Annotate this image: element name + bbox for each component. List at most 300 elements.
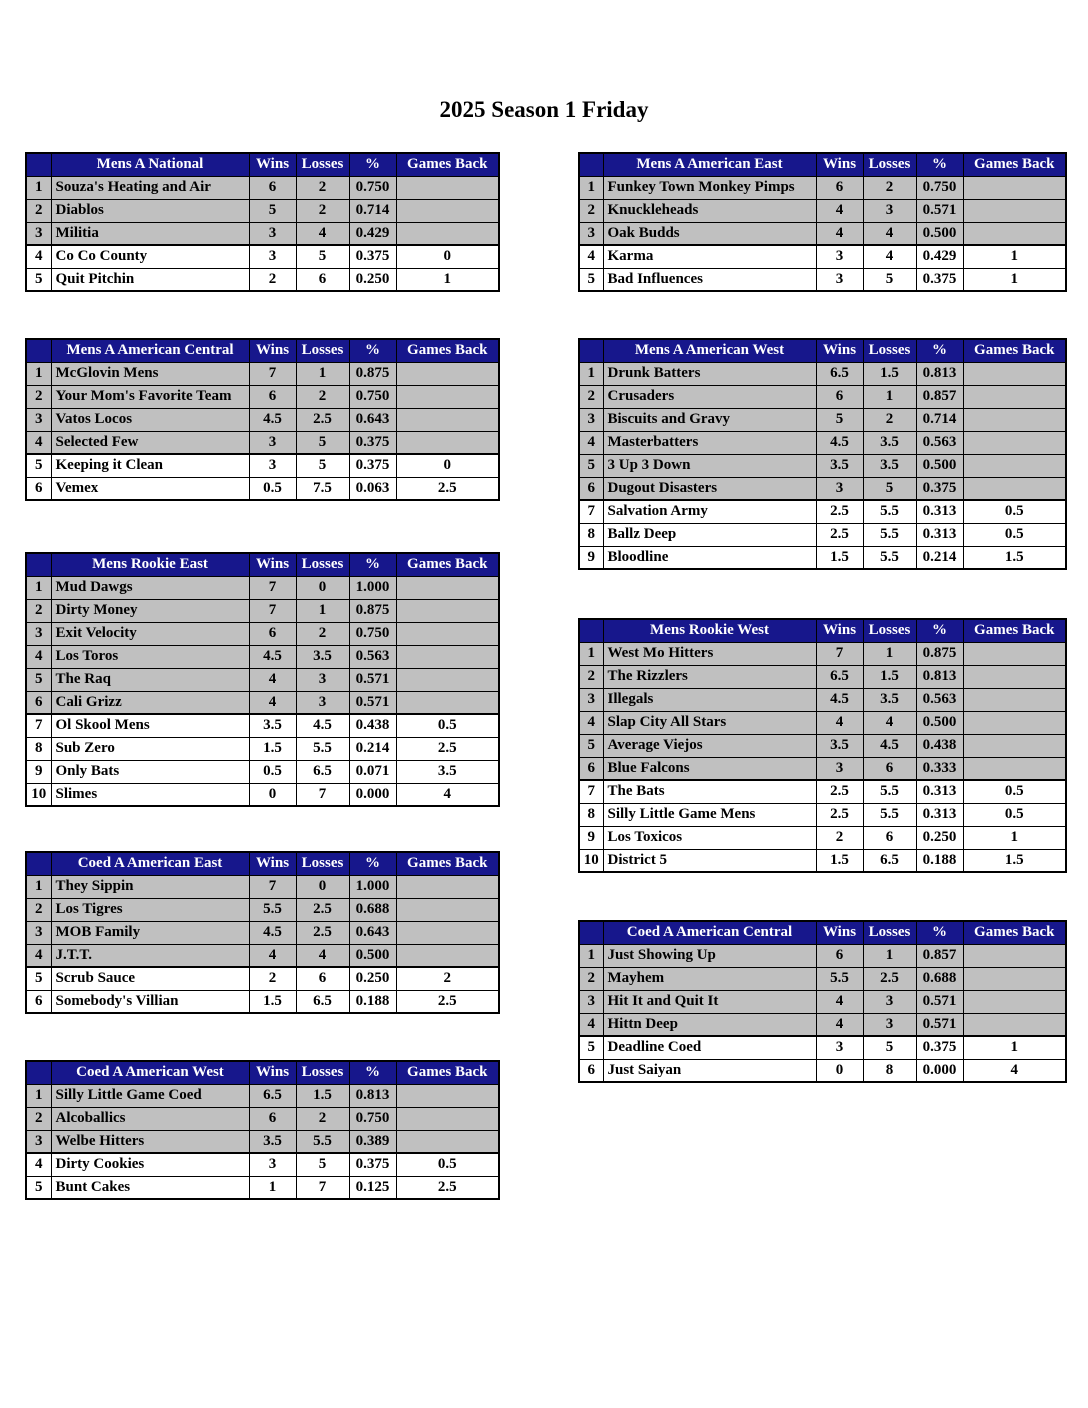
pct-cell: 0.250	[349, 268, 396, 291]
rank-cell: 1	[579, 944, 603, 967]
pct-cell: 0.750	[349, 1107, 396, 1130]
wins-cell: 1.5	[816, 546, 863, 569]
team-cell: Hittn Deep	[603, 1013, 816, 1036]
team-cell: J.T.T.	[51, 944, 249, 967]
team-cell: Your Mom's Favorite Team	[51, 385, 249, 408]
division-header: Mens A American East	[603, 153, 816, 176]
column-header-wins: Wins	[816, 921, 863, 944]
games-back-cell	[963, 757, 1066, 780]
pct-cell: 0.000	[916, 1059, 963, 1082]
pct-cell: 0.188	[349, 990, 396, 1013]
pct-cell: 0.429	[916, 245, 963, 268]
standings-row	[26, 737, 499, 760]
wins-cell: 6.5	[816, 362, 863, 385]
rank-cell: 9	[26, 760, 51, 783]
standings-row	[579, 199, 1066, 222]
wins-cell: 0.5	[249, 477, 296, 500]
games-back-cell: 4	[396, 783, 499, 806]
team-cell: Los Toros	[51, 645, 249, 668]
games-back-cell	[963, 477, 1066, 500]
header-row	[26, 1061, 499, 1084]
pct-cell: 0.500	[916, 222, 963, 245]
games-back-cell	[963, 222, 1066, 245]
pct-cell: 0.643	[349, 921, 396, 944]
losses-cell: 7	[296, 1176, 349, 1199]
team-cell: Diablos	[51, 199, 249, 222]
team-cell: Karma	[603, 245, 816, 268]
team-cell: Exit Velocity	[51, 622, 249, 645]
rank-cell: 4	[26, 645, 51, 668]
column-header-pct: %	[916, 153, 963, 176]
standings-row	[26, 599, 499, 622]
team-cell: 3 Up 3 Down	[603, 454, 816, 477]
division-header: Mens A American Central	[51, 339, 249, 362]
games-back-cell: 1	[963, 268, 1066, 291]
team-cell: Knuckleheads	[603, 199, 816, 222]
losses-cell: 5.5	[863, 523, 916, 546]
pct-cell: 0.438	[349, 714, 396, 737]
pct-cell: 0.438	[916, 734, 963, 757]
wins-cell: 4	[816, 990, 863, 1013]
standings-row	[26, 691, 499, 714]
column-header-pct: %	[349, 553, 396, 576]
losses-cell: 4.5	[863, 734, 916, 757]
games-back-cell	[963, 665, 1066, 688]
rank-header	[26, 153, 51, 176]
column-header-wins: Wins	[816, 153, 863, 176]
losses-cell: 5.5	[296, 1130, 349, 1153]
rank-cell: 10	[579, 849, 603, 872]
pct-cell: 0.571	[916, 990, 963, 1013]
standings-row	[579, 176, 1066, 199]
losses-cell: 5	[296, 1153, 349, 1176]
team-cell: Ballz Deep	[603, 523, 816, 546]
games-back-cell	[396, 875, 499, 898]
pct-cell: 0.813	[349, 1084, 396, 1107]
pct-cell: 0.375	[349, 1153, 396, 1176]
rank-cell: 1	[26, 362, 51, 385]
wins-cell: 6.5	[816, 665, 863, 688]
wins-cell: 6	[816, 944, 863, 967]
team-cell: Biscuits and Gravy	[603, 408, 816, 431]
rank-cell: 5	[579, 268, 603, 291]
team-cell: Illegals	[603, 688, 816, 711]
standings-row	[26, 944, 499, 967]
standings-table-coed-a-american-central	[578, 920, 1067, 1083]
games-back-cell	[396, 576, 499, 599]
losses-cell: 5	[296, 454, 349, 477]
rank-cell: 5	[26, 454, 51, 477]
standings-row	[26, 245, 499, 268]
rank-cell: 4	[26, 431, 51, 454]
standings-row	[26, 1084, 499, 1107]
column-header-wins: Wins	[249, 1061, 296, 1084]
rank-cell: 4	[579, 245, 603, 268]
pct-cell: 0.571	[916, 199, 963, 222]
losses-cell: 6.5	[296, 990, 349, 1013]
losses-cell: 1	[863, 944, 916, 967]
rank-cell: 5	[26, 967, 51, 990]
standings-row	[26, 1176, 499, 1199]
team-cell: Welbe Hitters	[51, 1130, 249, 1153]
pct-cell: 0.750	[349, 176, 396, 199]
division-header: Coed A American West	[51, 1061, 249, 1084]
pct-cell: 0.214	[349, 737, 396, 760]
games-back-cell: 0.5	[963, 523, 1066, 546]
games-back-cell: 0.5	[396, 714, 499, 737]
wins-cell: 0.5	[249, 760, 296, 783]
column-header-games-back: Games Back	[396, 1061, 499, 1084]
rank-cell: 2	[579, 199, 603, 222]
games-back-cell	[396, 898, 499, 921]
column-header-wins: Wins	[249, 339, 296, 362]
header-row	[579, 153, 1066, 176]
losses-cell: 1.5	[863, 665, 916, 688]
standings-row	[26, 898, 499, 921]
losses-cell: 2.5	[296, 408, 349, 431]
team-cell: Only Bats	[51, 760, 249, 783]
standings-row	[26, 431, 499, 454]
team-cell: Dugout Disasters	[603, 477, 816, 500]
games-back-cell: 2.5	[396, 737, 499, 760]
rank-cell: 2	[26, 898, 51, 921]
games-back-cell	[396, 199, 499, 222]
pct-cell: 0.375	[349, 454, 396, 477]
team-cell: Average Viejos	[603, 734, 816, 757]
losses-cell: 1	[863, 642, 916, 665]
team-cell: Ol Skool Mens	[51, 714, 249, 737]
pct-cell: 0.313	[916, 803, 963, 826]
standings-row	[579, 1059, 1066, 1082]
standings-row	[579, 780, 1066, 803]
column-header-games-back: Games Back	[396, 852, 499, 875]
pct-cell: 0.571	[349, 668, 396, 691]
division-header: Mens A American West	[603, 339, 816, 362]
wins-cell: 4	[816, 1013, 863, 1036]
column-header-losses: Losses	[296, 1061, 349, 1084]
losses-cell: 3.5	[863, 431, 916, 454]
rank-cell: 6	[26, 990, 51, 1013]
losses-cell: 2.5	[863, 967, 916, 990]
pct-cell: 0.375	[349, 431, 396, 454]
team-cell: Bloodline	[603, 546, 816, 569]
pct-cell: 0.063	[349, 477, 396, 500]
header-row	[26, 153, 499, 176]
wins-cell: 6.5	[249, 1084, 296, 1107]
standings-row	[579, 642, 1066, 665]
games-back-cell: 4	[963, 1059, 1066, 1082]
losses-cell: 2	[296, 199, 349, 222]
header-row	[26, 852, 499, 875]
wins-cell: 1.5	[249, 737, 296, 760]
standings-row	[26, 967, 499, 990]
rank-cell: 1	[26, 875, 51, 898]
games-back-cell: 2.5	[396, 990, 499, 1013]
pct-cell: 0.750	[349, 622, 396, 645]
wins-cell: 1.5	[249, 990, 296, 1013]
pct-cell: 0.071	[349, 760, 396, 783]
pct-cell: 0.563	[349, 645, 396, 668]
rank-cell: 5	[26, 1176, 51, 1199]
standings-row	[579, 362, 1066, 385]
standings-row	[26, 576, 499, 599]
standings-row	[26, 622, 499, 645]
team-cell: Just Saiyan	[603, 1059, 816, 1082]
rank-cell: 4	[579, 711, 603, 734]
standings-table-coed-a-american-east	[25, 851, 500, 1014]
rank-cell: 1	[26, 576, 51, 599]
rank-cell: 4	[26, 1153, 51, 1176]
losses-cell: 5	[296, 431, 349, 454]
wins-cell: 3	[249, 1153, 296, 1176]
rank-cell: 10	[26, 783, 51, 806]
games-back-cell	[963, 944, 1066, 967]
pct-cell: 0.000	[349, 783, 396, 806]
games-back-cell: 1	[963, 245, 1066, 268]
games-back-cell	[963, 1013, 1066, 1036]
wins-cell: 3.5	[249, 1130, 296, 1153]
rank-cell: 2	[26, 385, 51, 408]
rank-header	[579, 339, 603, 362]
team-cell: Alcoballics	[51, 1107, 249, 1130]
games-back-cell: 2	[396, 967, 499, 990]
column-header-losses: Losses	[863, 339, 916, 362]
wins-cell: 2.5	[816, 523, 863, 546]
pct-cell: 0.375	[916, 477, 963, 500]
wins-cell: 4.5	[249, 921, 296, 944]
losses-cell: 6	[296, 967, 349, 990]
rank-header	[579, 153, 603, 176]
column-header-pct: %	[916, 921, 963, 944]
games-back-cell	[963, 431, 1066, 454]
pct-cell: 0.750	[916, 176, 963, 199]
wins-cell: 4	[816, 711, 863, 734]
column-header-games-back: Games Back	[963, 153, 1066, 176]
division-header: Mens Rookie East	[51, 553, 249, 576]
games-back-cell	[963, 642, 1066, 665]
games-back-cell	[963, 711, 1066, 734]
wins-cell: 0	[816, 1059, 863, 1082]
team-cell: Vatos Locos	[51, 408, 249, 431]
rank-cell: 6	[579, 757, 603, 780]
games-back-cell	[396, 431, 499, 454]
wins-cell: 5	[249, 199, 296, 222]
losses-cell: 5.5	[863, 780, 916, 803]
wins-cell: 7	[249, 576, 296, 599]
column-header-losses: Losses	[296, 852, 349, 875]
column-header-losses: Losses	[296, 553, 349, 576]
column-header-pct: %	[916, 619, 963, 642]
standings-row	[26, 921, 499, 944]
rank-cell: 4	[26, 245, 51, 268]
team-cell: Mud Dawgs	[51, 576, 249, 599]
losses-cell: 2	[296, 385, 349, 408]
standings-row	[26, 760, 499, 783]
losses-cell: 8	[863, 1059, 916, 1082]
losses-cell: 2	[296, 622, 349, 645]
wins-cell: 2.5	[816, 803, 863, 826]
standings-row	[579, 523, 1066, 546]
team-cell: Sub Zero	[51, 737, 249, 760]
losses-cell: 1	[296, 599, 349, 622]
games-back-cell: 1	[396, 268, 499, 291]
standings-row	[26, 385, 499, 408]
losses-cell: 2.5	[296, 921, 349, 944]
wins-cell: 2	[249, 967, 296, 990]
wins-cell: 6	[249, 176, 296, 199]
column-header-wins: Wins	[816, 339, 863, 362]
pct-cell: 0.500	[916, 454, 963, 477]
team-cell: Silly Little Game Mens	[603, 803, 816, 826]
rank-cell: 3	[26, 1130, 51, 1153]
pct-cell: 0.875	[349, 599, 396, 622]
games-back-cell	[396, 1084, 499, 1107]
wins-cell: 6	[816, 385, 863, 408]
losses-cell: 6	[863, 757, 916, 780]
pct-cell: 0.813	[916, 362, 963, 385]
games-back-cell: 2.5	[396, 477, 499, 500]
column-header-losses: Losses	[296, 339, 349, 362]
rank-cell: 2	[26, 199, 51, 222]
column-header-losses: Losses	[863, 619, 916, 642]
team-cell: Mayhem	[603, 967, 816, 990]
pct-cell: 0.857	[916, 944, 963, 967]
wins-cell: 7	[249, 362, 296, 385]
games-back-cell	[396, 1130, 499, 1153]
column-header-pct: %	[349, 339, 396, 362]
standings-row	[579, 711, 1066, 734]
rank-cell: 8	[579, 803, 603, 826]
rank-cell: 3	[579, 408, 603, 431]
standings-row	[26, 408, 499, 431]
losses-cell: 0	[296, 875, 349, 898]
pct-cell: 0.875	[916, 642, 963, 665]
team-cell: Funkey Town Monkey Pimps	[603, 176, 816, 199]
pct-cell: 0.571	[349, 691, 396, 714]
standings-row	[26, 783, 499, 806]
losses-cell: 1.5	[863, 362, 916, 385]
games-back-cell	[396, 921, 499, 944]
standings-row	[26, 645, 499, 668]
pct-cell: 0.500	[349, 944, 396, 967]
standings-row	[26, 454, 499, 477]
losses-cell: 5.5	[863, 500, 916, 523]
team-cell: Blue Falcons	[603, 757, 816, 780]
pct-cell: 0.313	[916, 523, 963, 546]
losses-cell: 5	[296, 245, 349, 268]
column-header-wins: Wins	[249, 153, 296, 176]
division-header: Coed A American Central	[603, 921, 816, 944]
losses-cell: 6	[863, 826, 916, 849]
team-cell: Bunt Cakes	[51, 1176, 249, 1199]
column-header-wins: Wins	[816, 619, 863, 642]
column-header-pct: %	[349, 153, 396, 176]
rank-cell: 2	[26, 599, 51, 622]
games-back-cell	[963, 967, 1066, 990]
games-back-cell: 3.5	[396, 760, 499, 783]
rank-cell: 2	[579, 665, 603, 688]
losses-cell: 0	[296, 576, 349, 599]
team-cell: Selected Few	[51, 431, 249, 454]
games-back-cell	[963, 362, 1066, 385]
pct-cell: 0.714	[349, 199, 396, 222]
games-back-cell	[963, 734, 1066, 757]
pct-cell: 0.429	[349, 222, 396, 245]
standings-table-mens-a-american-central	[25, 338, 500, 501]
rank-cell: 7	[26, 714, 51, 737]
team-cell: Crusaders	[603, 385, 816, 408]
losses-cell: 1	[863, 385, 916, 408]
losses-cell: 4	[296, 222, 349, 245]
team-cell: Slimes	[51, 783, 249, 806]
games-back-cell: 1	[963, 1036, 1066, 1059]
wins-cell: 3	[249, 454, 296, 477]
wins-cell: 3	[249, 222, 296, 245]
column-header-pct: %	[916, 339, 963, 362]
standings-row	[579, 385, 1066, 408]
standings-row	[579, 826, 1066, 849]
games-back-cell	[396, 668, 499, 691]
games-back-cell: 1.5	[963, 546, 1066, 569]
rank-cell: 4	[579, 431, 603, 454]
pct-cell: 0.313	[916, 780, 963, 803]
standings-row	[579, 268, 1066, 291]
losses-cell: 3	[863, 1013, 916, 1036]
wins-cell: 6	[249, 622, 296, 645]
rank-cell: 6	[26, 477, 51, 500]
column-header-pct: %	[349, 1061, 396, 1084]
team-cell: Silly Little Game Coed	[51, 1084, 249, 1107]
rank-cell: 7	[579, 500, 603, 523]
losses-cell: 4	[863, 711, 916, 734]
pct-cell: 0.875	[349, 362, 396, 385]
column-header-games-back: Games Back	[396, 553, 499, 576]
losses-cell: 2.5	[296, 898, 349, 921]
rank-header	[26, 852, 51, 875]
pct-cell: 0.250	[916, 826, 963, 849]
wins-cell: 3	[816, 268, 863, 291]
team-cell: Oak Budds	[603, 222, 816, 245]
rank-cell: 4	[579, 1013, 603, 1036]
losses-cell: 3.5	[863, 454, 916, 477]
header-row	[579, 619, 1066, 642]
standings-row	[579, 1036, 1066, 1059]
rank-header	[26, 1061, 51, 1084]
header-row	[26, 339, 499, 362]
team-cell: McGlovin Mens	[51, 362, 249, 385]
games-back-cell: 2.5	[396, 1176, 499, 1199]
games-back-cell	[396, 691, 499, 714]
team-cell: Dirty Money	[51, 599, 249, 622]
games-back-cell: 0.5	[963, 780, 1066, 803]
rank-cell: 8	[26, 737, 51, 760]
wins-cell: 2.5	[816, 780, 863, 803]
games-back-cell	[963, 408, 1066, 431]
rank-cell: 3	[579, 990, 603, 1013]
standings-table-coed-a-american-west	[25, 1060, 500, 1200]
pct-cell: 0.563	[916, 431, 963, 454]
losses-cell: 3	[296, 668, 349, 691]
losses-cell: 1.5	[296, 1084, 349, 1107]
losses-cell: 2	[863, 176, 916, 199]
games-back-cell	[396, 1107, 499, 1130]
standings-row	[579, 500, 1066, 523]
rank-cell: 5	[579, 454, 603, 477]
losses-cell: 5.5	[863, 546, 916, 569]
standings-row	[579, 849, 1066, 872]
wins-cell: 4	[816, 199, 863, 222]
rank-cell: 5	[579, 1036, 603, 1059]
